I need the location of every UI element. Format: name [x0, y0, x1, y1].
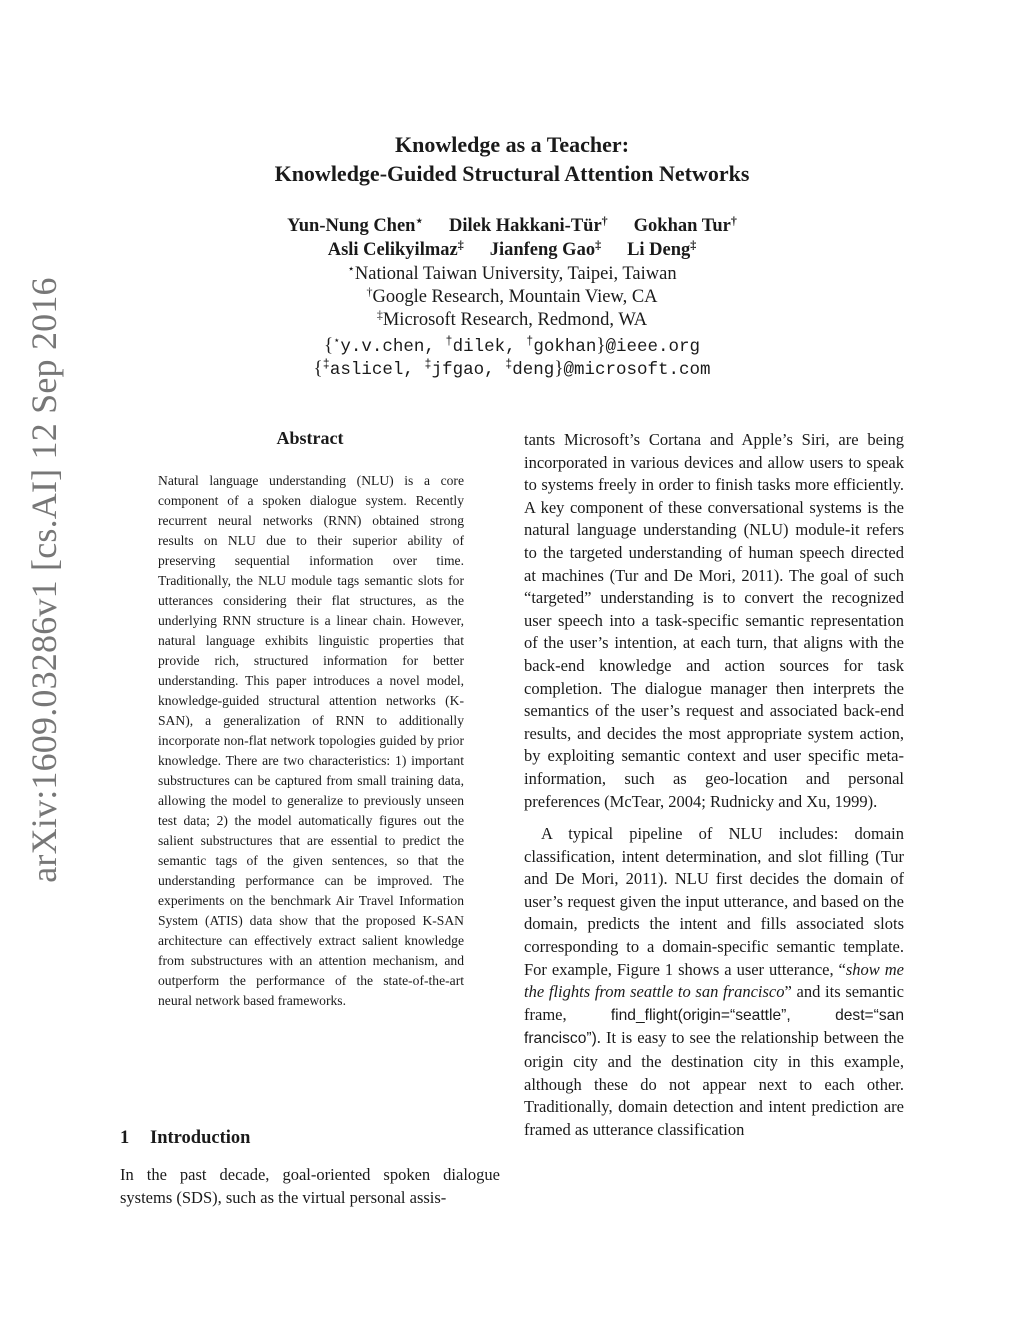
section-number: 1: [120, 1128, 130, 1148]
affiliation-mark: ⋆: [347, 261, 355, 276]
email-mark: ‡: [424, 357, 432, 372]
paragraph-text: . It is easy to see the relationship between the origin city and the destination city in this example, although these do not appear next to each other. Traditionally, domain detection and intent prediction are framed as utterance classification: [524, 1028, 904, 1139]
abstract-text: Natural language understanding (NLU) is a core component of a spoken dialogue system. Recently recurrent neural networks (RNN) obtained strong results on NLU due to their superior ability of preserving sequential information over time. Traditionally, the NLU module tags semantic slots for utterances considering their flat structures, as the underlying RNN structure is a linear chain. However, natural language exhibits linguistic properties that provide rich, structured information for better understanding. This paper introduces a novel model, knowledge-guided structural attention networks (K-SAN), a generalization of RNN to additionally incorporate non-flat network topologies guided by prior knowledge. There are two characteristics: 1) important substructures can be captured from small training data, allowing the model to generalize to previously unseen test data; 2) the model automatically figures out the salient substructures that are essential to predict the semantic tags of the given sentences, so that the understanding performance can be improved. The experiments on the benchmark Air Travel Information System (ATIS) data show that the proposed K-SAN architecture can effectively extract salient knowledge from substructures with an attention mechanism, and outperform the performance of the state-of-the-art neural network based frameworks.: [158, 473, 464, 1008]
author-mark: †: [730, 213, 737, 228]
intro-paragraph-1: tants Microsoft’s Cortana and Apple’s Siri, are being incorporated in various devices and allow users to speak to systems freely in order to finish tasks more efficiently. A key component of these conversational systems is the natural language understanding (NLU) module-it refers to the targeted understanding of human speech directed at machines (Tur and De Mori, 2011). The goal of such “targeted” understanding is to convert the recognized user speech into a task-specific semantic representation of the user’s intention, at each turn, that aligns with the back-end knowledge and action sources for task completion. The dialogue manager then interprets the semantics of the user’s request and associated back-end results, and decides the most appropriate system action, by exploiting semantic context and user specific meta-information, such as geo-location and personal preferences (McTear, 2004; Rudnicky and Xu, 1999).: [524, 430, 904, 811]
arxiv-sidebar: [13, 140, 75, 1020]
abstract-heading: Abstract: [276, 428, 344, 448]
email-user: dilek,: [452, 337, 527, 357]
email-mark: †: [526, 334, 534, 349]
section-title: Introduction: [150, 1128, 251, 1148]
affiliation-3: [0, 309, 1024, 332]
affiliation-text: Microsoft Research, Redmond, WA: [382, 310, 648, 330]
email-domain: @ieee.org: [605, 337, 700, 357]
paragraph-text: ” and its semantic frame,: [524, 982, 904, 1024]
author-mark: ⋆: [415, 213, 423, 228]
affiliation-mark: †: [366, 284, 373, 299]
email-mark: †: [445, 334, 453, 349]
intro-paragraph-left: In the past decade, goal-oriented spoken dialogue systems (SDS), such as the virtual personal assis-: [120, 1165, 500, 1207]
author-name: Jianfeng Gao: [489, 240, 596, 260]
paper-title-line-1: Knowledge as a Teacher:: [394, 132, 630, 157]
author-line-2: [0, 239, 1024, 262]
email-line-2: {‡aslicel, ‡jfgao, ‡deng}@microsoft.com: [313, 357, 711, 380]
author-mark: ‡: [457, 237, 464, 252]
email-domain: @microsoft.com: [563, 360, 711, 380]
email-user: deng: [512, 360, 555, 380]
arxiv-identifier: arXiv:1609.03286v1 [cs.AI] 12 Sep 2016: [24, 277, 64, 883]
affiliation-text: National Taiwan University, Taipei, Taiwan: [354, 264, 677, 284]
semantic-frame: find_flight(origin=“seattle”, dest=“san francisco”): [524, 1006, 904, 1048]
email-user: aslicel,: [329, 360, 425, 380]
email-user: jfgao,: [431, 360, 506, 380]
email-mark: ⋆: [333, 334, 341, 349]
author-name: Dilek Hakkani-Tür: [449, 216, 602, 236]
example-utterance: show me the flights from seattle to san francisco: [524, 959, 904, 1002]
affiliation-2: [0, 286, 1024, 309]
email-mark: ‡: [322, 357, 330, 372]
email-line-1: {⋆y.v.chen, †dilek, †gokhan}@ieee.org: [324, 334, 700, 357]
author-name: Li Deng: [627, 240, 691, 260]
author-mark: ‡: [690, 237, 697, 252]
email-user: y.v.chen,: [340, 337, 446, 357]
affiliation-text: Google Research, Mountain View, CA: [372, 287, 658, 307]
author-mark: ‡: [595, 237, 602, 252]
affiliation-mark: ‡: [376, 307, 383, 322]
paragraph-text: A typical pipeline of NLU includes: domain classification, intent determination, and slot filling (Tur and De Mori, 2011). NLU first decides the domain of user’s request given the input utterance, and based on the domain, predicts the intent and fills associated slots corresponding to a domain-specific semantic template. For example, Figure 1 shows a user utterance, “: [524, 824, 904, 979]
author-mark: †: [601, 213, 608, 228]
section-heading: [120, 1128, 250, 1149]
author-name: Asli Celikyilmaz: [327, 240, 458, 260]
affiliation-1: [0, 263, 1024, 286]
email-user: gokhan: [533, 337, 597, 357]
author-name: Gokhan Tur: [633, 216, 731, 236]
author-name: Yun-Nung Chen: [287, 216, 416, 236]
intro-paragraph-2: [524, 823, 904, 1141]
author-line-1: [0, 215, 1024, 238]
paper-title-line-2: Knowledge-Guided Structural Attention Networks: [274, 161, 750, 186]
right-column: [524, 429, 904, 1141]
email-mark: ‡: [505, 357, 513, 372]
